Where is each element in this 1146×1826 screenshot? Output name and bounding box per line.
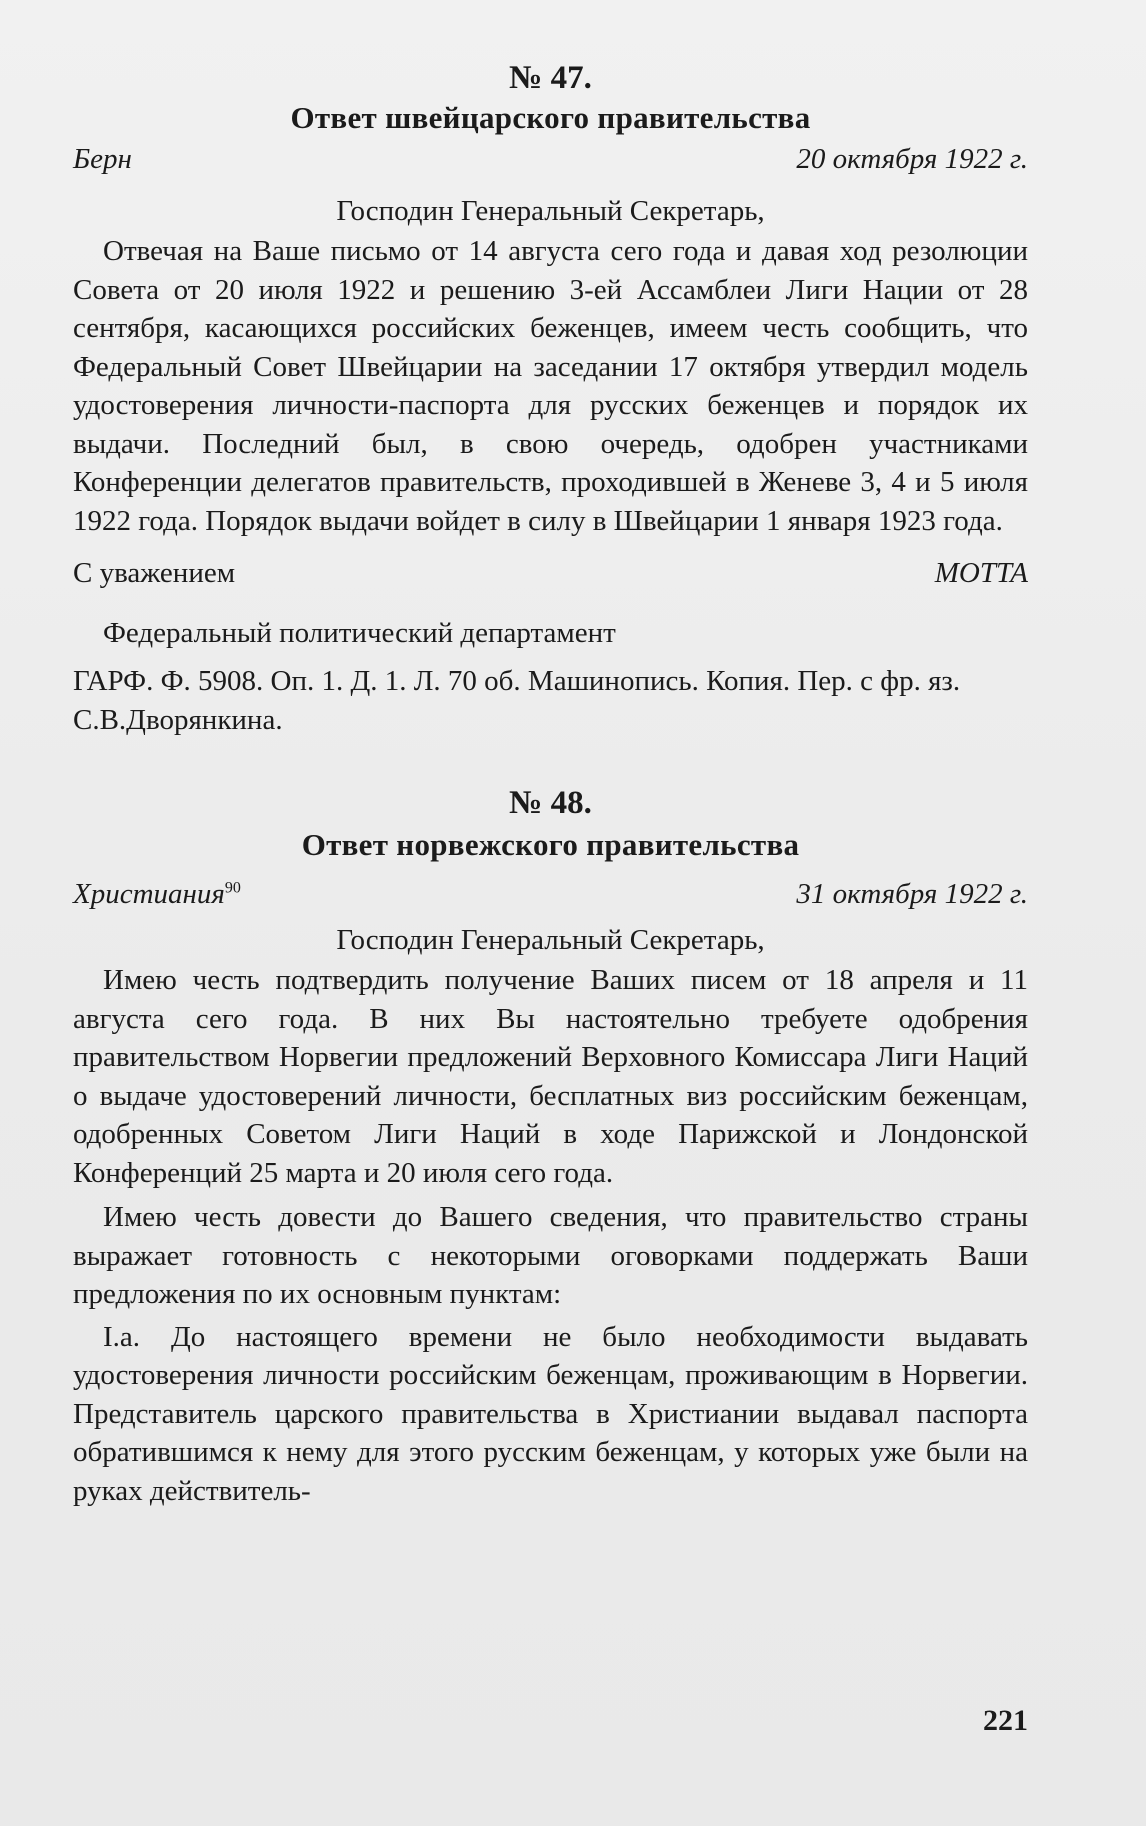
closing: С уважением: [73, 557, 236, 589]
text-column: [73, 58, 1028, 1510]
department: Федеральный политический департамент: [103, 617, 616, 649]
footnote-ref: 90: [224, 879, 241, 897]
body-paragraph: Имею честь довести до Вашего сведения, что правительство страны выражает готовность с некоторыми оговорками поддержать Ваши предложения по их основным пунктам:: [73, 1201, 1028, 1310]
body-paragraph: I.a. До настоящего времени не было необходимости выдавать удостоверения личности российским беженцам, проживающим в Норвегии. Представитель царского правительства в Христиании выдавал паспорта обратившимся к нему для этого русским беженцам, у которых уже были на руках действитель-: [73, 1320, 1028, 1507]
page-number: 221: [983, 1704, 1028, 1737]
document-title: Ответ норвежского правительства: [301, 827, 800, 862]
archival-source: ГАРФ. Ф. 5908. Оп. 1. Д. 1. Л. 70 об. Машинопись. Копия. Пер. с фр. яз. С.В.Дворянкина.: [73, 665, 961, 736]
place-date-line: [73, 873, 1028, 915]
salutation: Господин Генеральный Секретарь,: [336, 924, 765, 956]
date: 31 октября 1922 г.: [796, 878, 1028, 910]
document-number: № 48.: [509, 785, 592, 821]
document-47: [73, 58, 1028, 739]
place-date-line: [73, 138, 1028, 180]
document-48: [73, 783, 1028, 1510]
place-with-footnote: [73, 873, 241, 915]
body-paragraph: Отвечая на Ваше письмо от 14 августа сего года и давая ход резолюции Совета от 20 июля 1922 и решению 3-ей Ассамблеи Лиги Нации от 28 сентября, касающихся российских беженцев, имеем честь сообщить, что Федеральный Совет Швейцарии на заседании 17 октября утвердил модель удостоверения личности-паспорта для русских беженцев и порядок их выдачи. Последний был, в свою очередь, одобрен участниками Конференции делегатов правительств, проходившей в Женеве 3, 4 и 5 июля 1922 года. Порядок выдачи войдет в силу в Швейцарии 1 января 1923 года.: [73, 235, 1028, 537]
place: Христиания: [73, 878, 225, 910]
place: Берн: [73, 143, 132, 175]
salutation: Господин Генеральный Секретарь,: [336, 195, 765, 227]
date: 20 октября 1922 г.: [796, 143, 1028, 175]
document-title: Ответ швейцарского правительства: [290, 100, 811, 135]
document-number: № 47.: [509, 60, 592, 96]
signature: МОТТА: [934, 557, 1028, 589]
closing-line: [73, 552, 1028, 594]
body-paragraph: Имею честь подтвердить получение Ваших писем от 18 апреля и 11 августа сего года. В них Вы настоятельно требуете одобрения правительством Норвегии предложений Верховного Комиссара Лиги Наций о выдаче удостоверений личности, бесплатных виз российским беженцам, одобренных Советом Лиги Наций в ходе Парижской и Лондонской Конференций 25 марта и 20 июля сего года.: [73, 964, 1028, 1189]
